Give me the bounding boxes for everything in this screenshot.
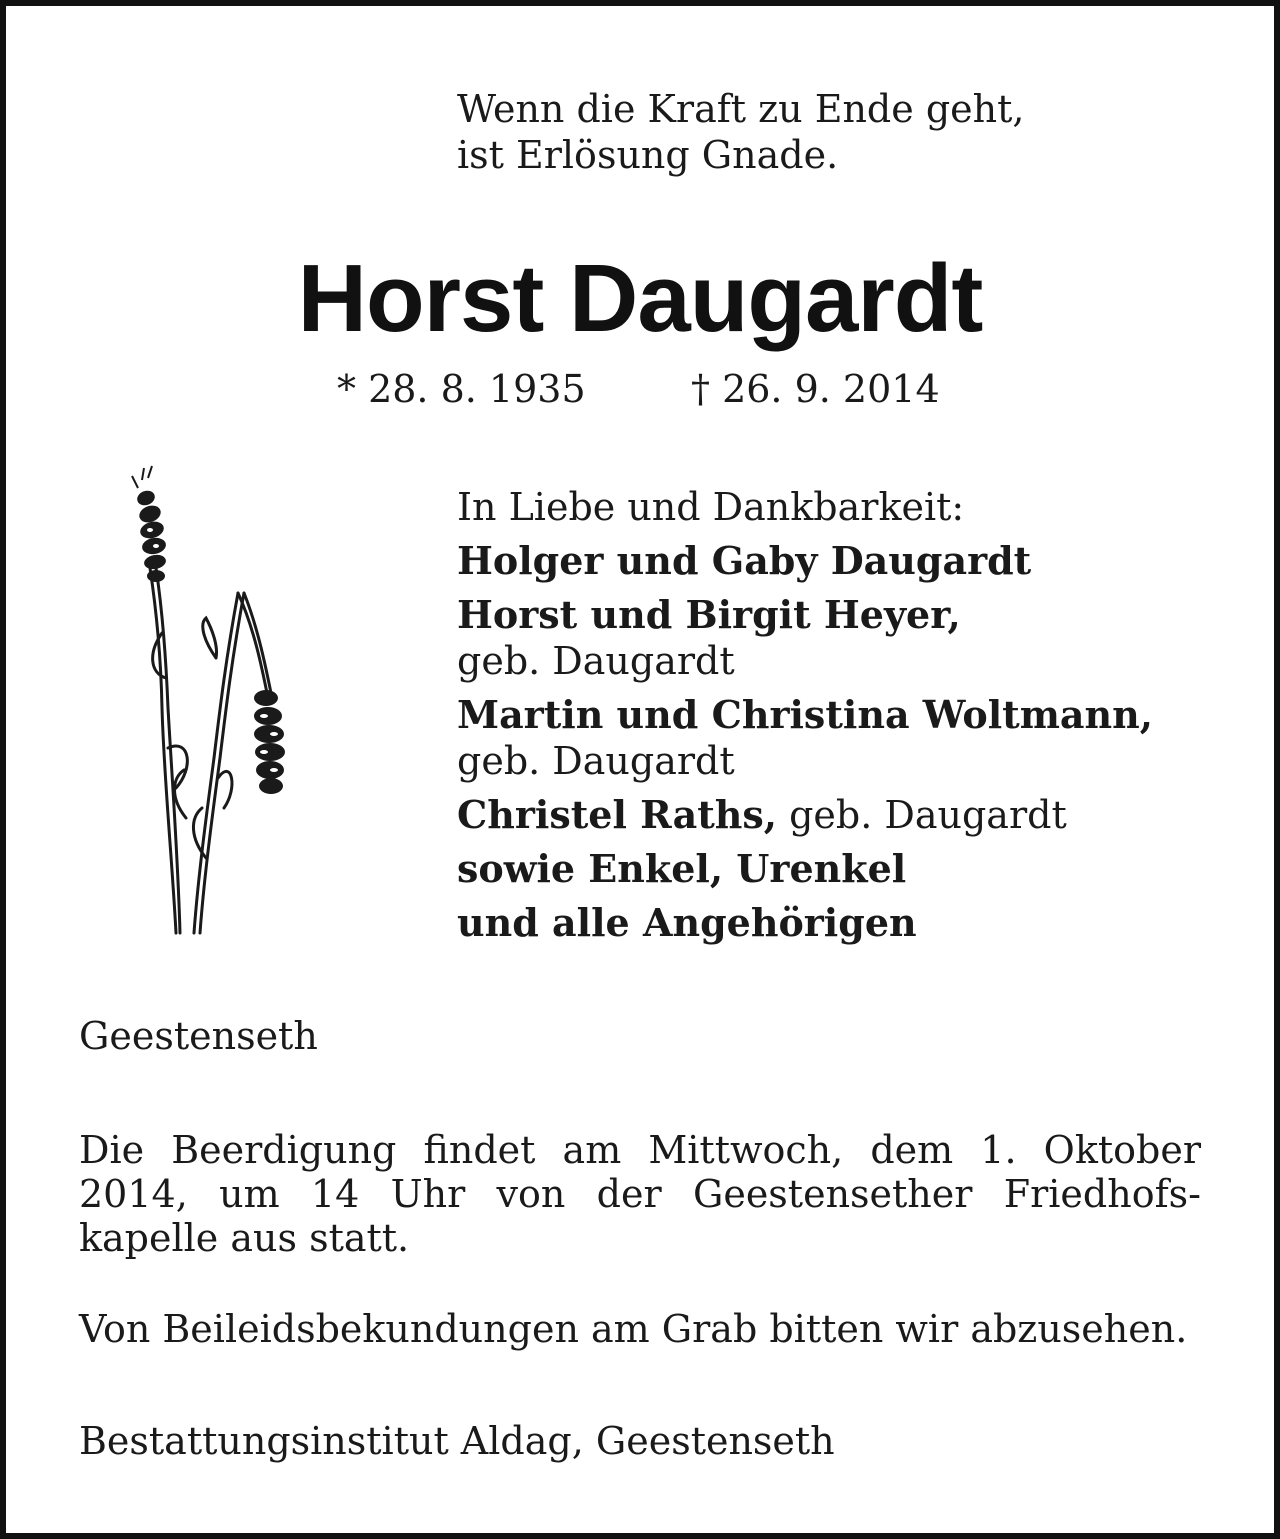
family-intro: In Liebe und Dankbarkeit: [457, 485, 965, 529]
family-line-1: Holger und Gaby Daugardt [457, 538, 1032, 583]
family-line-6: und alle Angehörigen [457, 900, 917, 945]
quote [457, 86, 1024, 178]
family-line-3: Martin und Christina Woltmann, [457, 692, 1154, 737]
funeral-announcement [79, 1128, 1201, 1260]
family-line-4-rest: geb. Daugardt [777, 793, 1067, 837]
family-line-2: Horst und Birgit Heyer, [457, 592, 961, 637]
funeral-line-2: 2014, um 14 Uhr von der Geestensether Friedhofs- [79, 1172, 1201, 1216]
condolence-note: Von Beileidsbekundungen am Grab bitten wir abzusehen. [79, 1307, 1188, 1351]
funeral-line-1: Die Beerdigung findet am Mittwoch, dem 1. Oktober [79, 1128, 1201, 1172]
death-date: † 26. 9. 2014 [691, 367, 940, 411]
funeral-home: Bestattungsinstitut Aldag, Geestenseth [79, 1419, 835, 1463]
mourners-list [457, 484, 1153, 946]
family-line-4 [457, 792, 1153, 838]
place: Geestenseth [79, 1014, 318, 1058]
wheat-ears-icon [106, 458, 306, 938]
quote-line-1: Wenn die Kraft zu Ende geht, [457, 87, 1025, 131]
family-line-2-sub: geb. Daugardt [457, 639, 735, 683]
birth-date: * 28. 8. 1935 [337, 367, 586, 411]
family-line-3-sub: geb. Daugardt [457, 739, 735, 783]
quote-line-2: ist Erlösung Gnade. [457, 133, 839, 177]
deceased-name: Horst Daugardt [297, 245, 983, 352]
funeral-line-3: kapelle aus statt. [79, 1216, 410, 1260]
family-line-4-name: Christel Raths, [457, 792, 777, 837]
family-line-5: sowie Enkel, Urenkel [457, 846, 907, 891]
